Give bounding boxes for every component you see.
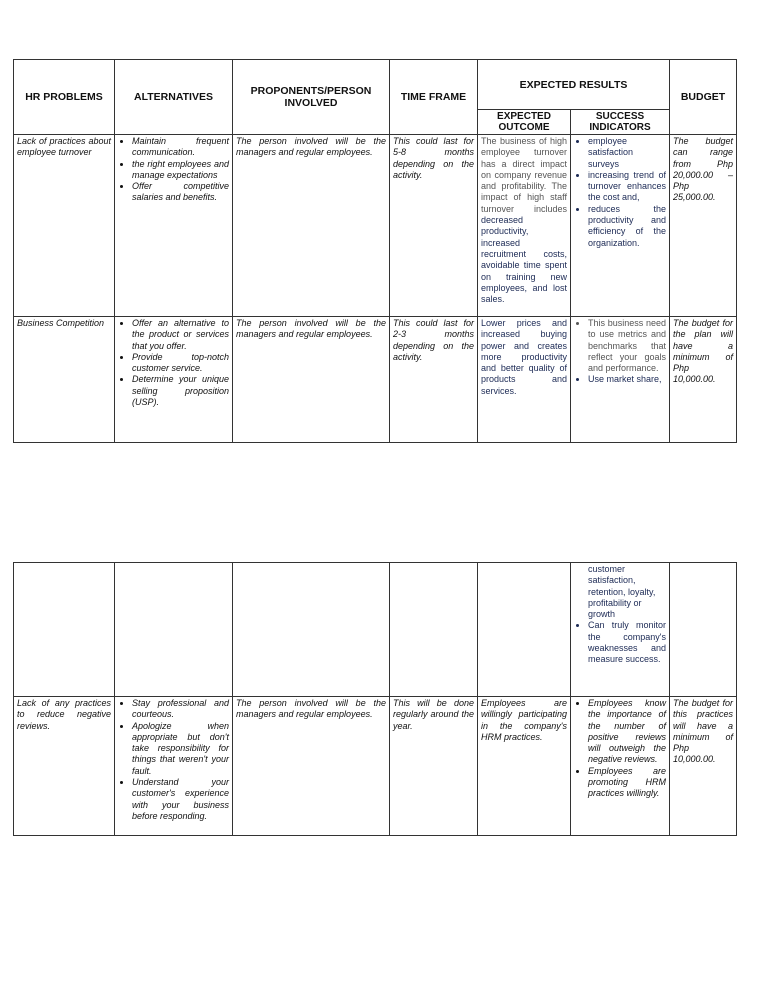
list-item: • Provide top-notch customer service. [132,352,229,375]
list-item: • Offer competitive salaries and benefits. [132,181,229,204]
header-budget: BUDGET [670,60,737,135]
alternatives-cell [115,697,233,836]
proponents-cell: The person involved will be the managers and regular employees. [233,697,390,836]
expected-outcome-cell: Employees are willingly participating in the company's HRM practices. [478,697,571,836]
list-item: • Determine your unique selling proposition (USP). [132,374,229,408]
outcome-text: decreased productivity, increased recruitment costs, avoidable time spent on training new employees, and lost sales. [481,215,567,305]
empty-cell [233,563,390,697]
empty-cell [390,563,478,697]
empty-cell [14,563,115,697]
list-item: • increasing trend of turnover enhances the cost and, [588,170,666,204]
header-expected-results: EXPECTED RESULTS [478,60,670,110]
empty-cell [115,563,233,697]
budget-cell: The budget for the plan will have a minimum of Php 10,000.00. [670,317,737,443]
empty-cell [478,563,571,697]
alternatives-cell [115,135,233,317]
hr-plan-table-page-2 [13,562,737,836]
list-item: • employee satisfaction surveys [588,136,666,170]
time-frame-cell: This could last for 5-8 months depending on the activity. [390,135,478,317]
list-item: • Employees are promoting HRM practices willingly. [588,766,666,800]
proponents-cell: The person involved will be the managers and regular employees. [233,135,390,317]
success-indicators-cell [571,317,670,443]
list-item: • the right employees and manage expectations [132,159,229,182]
table-row [14,317,737,443]
list-item: • Use market share, [588,374,666,385]
hr-plan-table-page-1 [13,59,737,443]
time-frame-cell: This could last for 2-3 months depending on the activity. [390,317,478,443]
time-frame-cell: This will be done regularly around the year. [390,697,478,836]
list-item: • reduces the productivity and efficiency of the organization. [588,204,666,249]
table-row [14,135,737,317]
success-indicators-cell [571,135,670,317]
table-row [14,697,737,836]
list-item: • Stay professional and courteous. [132,698,229,721]
table-row [14,563,737,697]
alternatives-cell [115,317,233,443]
expected-outcome-cell [478,135,571,317]
list-item: • Can truly monitor the company's weaknesses and measure success. [588,620,666,665]
budget-cell: The budget for this practices will have a minimum of Php 10,000.00. [670,697,737,836]
header-expected-outcome: EXPECTED OUTCOME [478,110,571,135]
success-indicators-cell [571,563,670,697]
proponents-cell: The person involved will be the managers and regular employees. [233,317,390,443]
expected-outcome-cell: Lower prices and increased buying power and creates more productivity and better quality of products and services. [478,317,571,443]
list-item: • Employees know the importance of the number of positive reviews will outweigh the negative reviews. [588,698,666,766]
list-item: • Maintain frequent communication. [132,136,229,159]
header-time-frame: TIME FRAME [390,60,478,135]
list-item: • Offer an alternative to the product or services that you offer. [132,318,229,352]
problem-cell: Business Competition [14,317,115,443]
header-hr-problems: HR PROBLEMS [14,60,115,135]
budget-cell: The budget can range from Php 20,000.00 – Php 25,000.00. [670,135,737,317]
list-item-continued: customer satisfaction, retention, loyalty, profitability or growth [588,564,656,620]
problem-cell: Lack of any practices to reduce negative reviews. [14,697,115,836]
header-alternatives: ALTERNATIVES [115,60,233,135]
list-item: • Understand your customer's experience with your business before responding. [132,777,229,822]
list-item: • Apologize when appropriate but don't take responsibility for things that weren't your fault. [132,721,229,777]
empty-cell [670,563,737,697]
outcome-text: The business of high employee turnover has a direct impact on company revenue and profitability. The impact of high staff turnover includes [481,136,567,214]
problem-cell: Lack of practices about employee turnover [14,135,115,317]
success-indicators-cell [571,697,670,836]
list-item: • This business need to use metrics and benchmarks that reflect your goals and performance. [588,318,666,374]
header-success-indicators: SUCCESS INDICATORS [571,110,670,135]
header-proponents: PROPONENTS/PERSON INVOLVED [233,60,390,135]
